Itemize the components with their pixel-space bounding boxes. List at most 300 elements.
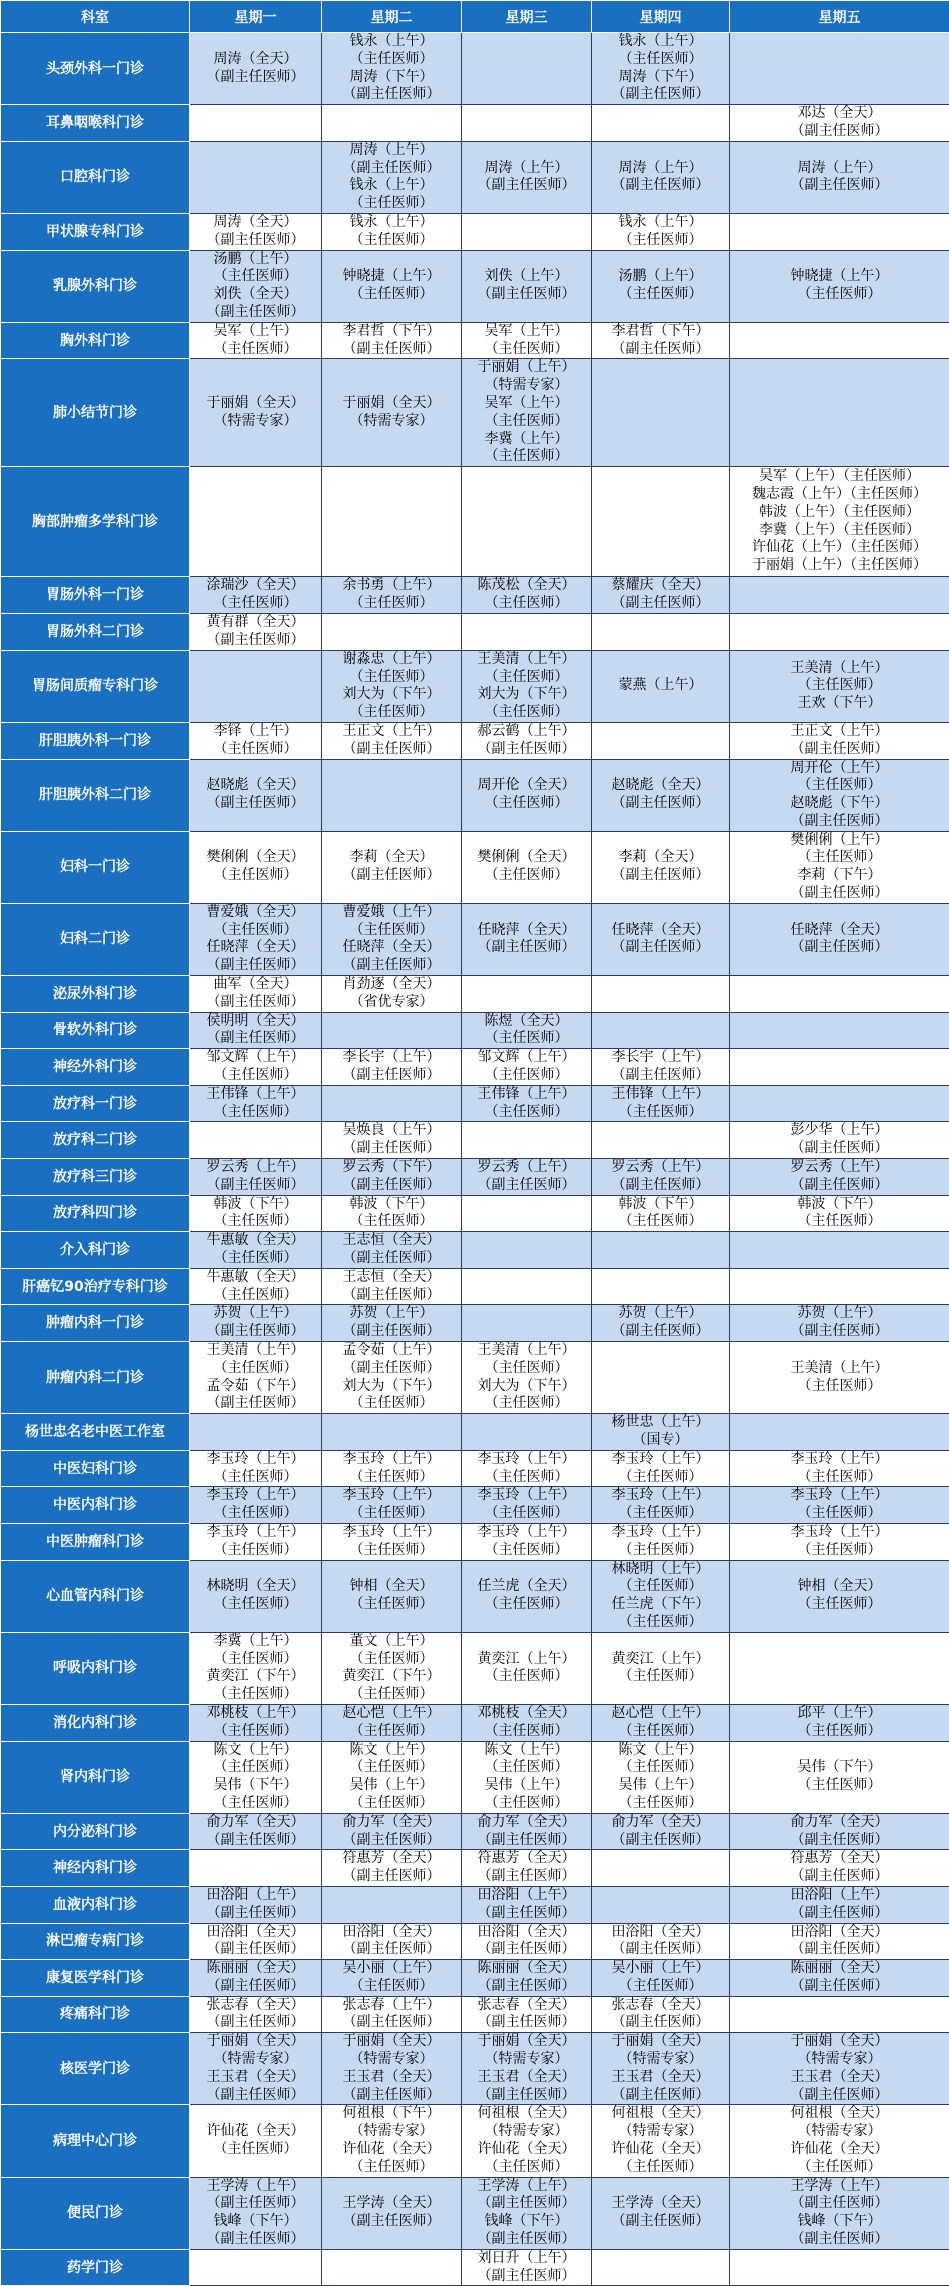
doctor-entry-line: 李玉玲（上午） [594,1451,727,1469]
header-friday: 星期五 [730,1,949,33]
doctor-entry-line: 刘大为（下午） [324,686,459,704]
doctor-entry-line: （主任医师） [464,595,589,613]
schedule-cell-tuesday [322,1342,462,1414]
department-name: 放疗科四门诊 [1,1195,190,1232]
schedule-cell-thursday [592,1850,730,1887]
schedule-row [1,1523,949,1560]
department-name: 中医内科门诊 [1,1487,190,1524]
doctor-entry-line: 吴军（上午） [192,323,319,341]
doctor-entry-line: （主任医师） [732,1723,947,1741]
schedule-cell-thursday [592,141,730,213]
schedule-cell-tuesday [322,1850,462,1887]
schedule-cell-tuesday [322,1012,462,1049]
doctor-entry-line: （主任医师） [594,1614,727,1632]
doctor-entry-line: 许仙花（全天） [594,2141,727,2159]
schedule-row [1,1012,949,1049]
schedule-cell-tuesday [322,1232,462,1269]
schedule-cell-tuesday [322,1195,462,1232]
schedule-cell-monday [190,467,322,577]
schedule-row [1,831,949,903]
doctor-entry-line: （主任医师） [732,1596,947,1614]
schedule-cell-thursday [592,1268,730,1305]
doctor-entry-line: 钱永（上午） [594,33,727,51]
schedule-cell-tuesday [322,1450,462,1487]
doctor-entry-line: 曲军（全天） [192,976,319,994]
doctor-entry-line: （特需专家） [732,2123,947,2141]
schedule-cell-monday [190,105,322,142]
schedule-row [1,359,949,467]
schedule-cell-thursday [592,1305,730,1342]
doctor-entry-line: （特需专家） [594,2051,727,2069]
doctor-entry-line: （主任医师） [732,1777,947,1795]
doctor-entry-line: 田浴阳（全天） [732,1924,947,1942]
doctor-entry-line: 李玉玲（上午） [192,1451,319,1469]
doctor-entry-line: （主任医师） [464,795,589,813]
doctor-entry-line: （副主任医师） [324,1287,459,1305]
schedule-cell-tuesday [322,467,462,577]
doctor-entry-line: （副主任医师） [192,2231,319,2249]
schedule-cell-thursday [592,1923,730,1960]
schedule-cell-thursday [592,250,730,322]
department-name: 肝癌钇90治疗专科门诊 [1,1268,190,1305]
department-name: 中医肿瘤科门诊 [1,1523,190,1560]
doctor-entry-line: （主任医师） [192,867,319,885]
doctor-entry-line: （副主任医师） [464,939,589,957]
doctor-entry-line: （主任医师） [324,1759,459,1777]
department-name: 淋巴瘤专病门诊 [1,1923,190,1960]
schedule-cell-wednesday [462,1923,592,1960]
doctor-entry-line: 李玉玲（上午） [464,1487,589,1505]
doctor-entry-line: （主任医师） [732,1378,947,1396]
doctor-entry-line: （副主任医师） [324,1140,459,1158]
doctor-entry-line: 邹文辉（上午） [192,1049,319,1067]
schedule-row [1,1960,949,1997]
doctor-entry-line: 何祖根（下午） [324,2105,459,2123]
doctor-entry-line: 周涛（上午） [464,160,589,178]
schedule-cell-friday [730,1232,949,1269]
doctor-entry-line: （副主任医师） [732,1868,947,1886]
schedule-cell-friday [730,1414,949,1451]
schedule-cell-monday [190,1996,322,2033]
doctor-entry-line: 韩波（上午）（主任医师） [732,504,947,522]
doctor-entry-line: （主任医师） [594,286,727,304]
schedule-cell-tuesday [322,250,462,322]
schedule-cell-tuesday [322,141,462,213]
doctor-entry-line: 陈文（上午） [464,1742,589,1760]
doctor-entry-line: （副主任医师） [594,1177,727,1195]
doctor-entry-line: （主任医师） [464,448,589,466]
doctor-entry-line: （主任医师） [464,413,589,431]
doctor-entry-line: 任晓萍（全天） [324,939,459,957]
department-name: 胃肠间质瘤专科门诊 [1,650,190,722]
schedule-cell-thursday [592,577,730,614]
schedule-cell-friday [730,1996,949,2033]
doctor-entry-line: 李冀（上午） [464,431,589,449]
doctor-entry-line: （副主任医师） [732,2087,947,2105]
doctor-entry-line: 符惠芳（全天） [324,1850,459,1868]
schedule-cell-friday [730,650,949,722]
schedule-row [1,1122,949,1159]
doctor-entry-line: 王学涛（上午） [732,2178,947,2196]
doctor-entry-line: 钟晓捷（上午） [324,268,459,286]
doctor-entry-line: 张志春（上午） [324,1997,459,2015]
doctor-entry-line: （副主任医师） [464,177,589,195]
doctor-entry-line: （主任医师） [732,2159,947,2177]
doctor-entry-line: （副主任医师） [192,994,319,1012]
doctor-entry-line: （主任医师） [464,1596,589,1614]
schedule-cell-wednesday [462,577,592,614]
schedule-cell-thursday [592,613,730,650]
doctor-entry-line: 罗云秀（上午） [594,1159,727,1177]
doctor-entry-line: （副主任医师） [464,2268,589,2286]
doctor-entry-line: 何祖根（全天） [464,2105,589,2123]
doctor-entry-line: （主任医师） [464,1469,589,1487]
doctor-entry-line: 陈丽丽（全天） [464,1960,589,1978]
schedule-cell-monday [190,1632,322,1704]
doctor-entry-line: （副主任医师） [192,1905,319,1923]
schedule-cell-monday [190,33,322,105]
schedule-cell-friday [730,33,949,105]
doctor-entry-line: 樊俐俐（全天） [192,849,319,867]
schedule-cell-wednesday [462,1741,592,1813]
doctor-entry-line: （副主任医师） [464,1905,589,1923]
doctor-entry-line: （副主任医师） [324,1832,459,1850]
header-monday: 星期一 [190,1,322,33]
schedule-cell-monday [190,831,322,903]
schedule-cell-monday [190,2177,322,2249]
schedule-cell-friday [730,1704,949,1741]
schedule-row [1,1232,949,1269]
doctor-entry-line: （副主任医师） [324,957,459,975]
doctor-entry-line: （主任医师） [464,1723,589,1741]
schedule-cell-monday [190,322,322,359]
schedule-cell-thursday [592,2033,730,2105]
schedule-cell-thursday [592,2177,730,2249]
doctor-entry-line: 钱峰（下午） [732,2213,947,2231]
doctor-entry-line: 王玉君（全天） [192,2069,319,2087]
doctor-entry-line: 周涛（全天） [192,51,319,69]
schedule-cell-monday [190,1523,322,1560]
doctor-entry-line: （副主任医师） [594,867,727,885]
doctor-entry-line: （主任医师） [464,669,589,687]
doctor-entry-line: 韩波（下午） [594,1196,727,1214]
doctor-entry-line: （副主任医师） [464,1868,589,1886]
doctor-entry-line: （副主任医师） [732,1177,947,1195]
doctor-entry-line: 王玉君（全天） [732,2069,947,2087]
schedule-cell-monday [190,1923,322,1960]
doctor-entry-line: （主任医师） [192,1213,319,1231]
doctor-entry-line: 李玉玲（上午） [464,1524,589,1542]
doctor-entry-line: 李玉玲（上午） [732,1451,947,1469]
doctor-entry-line: （副主任医师） [594,2014,727,2032]
schedule-cell-monday [190,1813,322,1850]
doctor-entry-line: 赵心恺（上午） [324,1705,459,1723]
doctor-entry-line: 陈丽丽（全天） [732,1960,947,1978]
doctor-entry-line: 李冀（上午） [192,1633,319,1651]
doctor-entry-line: 王美清（上午） [732,660,947,678]
schedule-cell-friday [730,467,949,577]
doctor-entry-line: （副主任医师） [594,939,727,957]
doctor-entry-line: 罗云秀（上午） [464,1159,589,1177]
doctor-entry-line: 彭少华（上午） [732,1122,947,1140]
doctor-entry-line: 于丽娟（全天） [594,2033,727,2051]
schedule-cell-monday [190,1850,322,1887]
department-name: 血液内科门诊 [1,1886,190,1923]
schedule-row [1,1813,949,1850]
schedule-cell-tuesday [322,1960,462,1997]
schedule-cell-wednesday [462,250,592,322]
doctor-entry-line: 曹爱娥（上午） [324,904,459,922]
doctor-entry-line: （主任医师） [594,1542,727,1560]
doctor-entry-line: （副主任医师） [192,1941,319,1959]
doctor-entry-line: （特需专家） [324,2051,459,2069]
schedule-cell-monday [190,903,322,975]
doctor-entry-line: 刘佚（全天） [192,286,319,304]
doctor-entry-line: 郝云鹤（上午） [464,723,589,741]
doctor-entry-line: （主任医师） [732,1213,947,1231]
doctor-entry-line: 李莉（全天） [594,849,727,867]
schedule-cell-wednesday [462,213,592,250]
schedule-cell-tuesday [322,33,462,105]
doctor-entry-line: （副主任医师） [464,2014,589,2032]
schedule-cell-wednesday [462,831,592,903]
schedule-row [1,1923,949,1960]
schedule-cell-tuesday [322,359,462,467]
schedule-row [1,976,949,1013]
doctor-entry-line: （主任医师） [732,1469,947,1487]
doctor-entry-line: 王伟锋（上午） [192,1086,319,1104]
schedule-cell-thursday [592,1159,730,1196]
department-name: 胸外科门诊 [1,322,190,359]
doctor-entry-line: 任晓萍（全天） [732,922,947,940]
doctor-entry-line: 赵晓彪（全天） [594,777,727,795]
schedule-cell-wednesday [462,1232,592,1269]
doctor-entry-line: （特需专家） [324,413,459,431]
doctor-entry-line: 赵晓彪（全天） [192,777,319,795]
schedule-cell-monday [190,650,322,722]
doctor-entry-line: 王美清（上午） [192,1342,319,1360]
doctor-entry-line: 苏贺（上午） [594,1305,727,1323]
doctor-entry-line: 韩波（下午） [192,1196,319,1214]
doctor-entry-line: （主任医师） [464,1759,589,1777]
doctor-entry-line: 王欢（下午） [732,695,947,713]
doctor-entry-line: （副主任医师） [594,1323,727,1341]
doctor-entry-line: 王美清（上午） [732,1360,947,1378]
schedule-cell-wednesday [462,322,592,359]
schedule-cell-wednesday [462,1813,592,1850]
doctor-entry-line: （主任医师） [464,1795,589,1813]
department-name: 肺小结节门诊 [1,359,190,467]
doctor-entry-line: （副主任医师） [732,2195,947,2213]
schedule-cell-monday [190,1487,322,1524]
schedule-cell-monday [190,1232,322,1269]
doctor-entry-line: 任兰虎（全天） [464,1578,589,1596]
schedule-body [1,33,949,2286]
doctor-entry-line: （副主任医师） [192,632,319,650]
doctor-entry-line: 邓桃枝（上午） [192,1705,319,1723]
doctor-entry-line: （副主任医师） [732,939,947,957]
schedule-row [1,2033,949,2105]
doctor-entry-line: （副主任医师） [464,741,589,759]
schedule-cell-friday [730,1523,949,1560]
schedule-cell-monday [190,359,322,467]
doctor-entry-line: （主任医师） [464,341,589,359]
doctor-entry-line: （主任医师） [192,1104,319,1122]
schedule-row [1,1159,949,1196]
schedule-cell-friday [730,1085,949,1122]
doctor-entry-line: （副主任医师） [192,1978,319,1996]
doctor-entry-line: 吴军（上午） [464,395,589,413]
doctor-entry-line: （主任医师） [324,1469,459,1487]
doctor-entry-line: 王美清（上午） [464,651,589,669]
doctor-entry-line: （特需专家） [464,377,589,395]
doctor-entry-line: 张志春（全天） [464,1997,589,2015]
schedule-cell-friday [730,1195,949,1232]
doctor-entry-line: 钱永（上午） [594,214,727,232]
department-name: 胸部肿瘤多学科门诊 [1,467,190,577]
schedule-cell-wednesday [462,1049,592,1086]
doctor-entry-line: 李玉玲（上午） [192,1524,319,1542]
schedule-cell-thursday [592,1342,730,1414]
doctor-entry-line: 韩波（下午） [732,1196,947,1214]
doctor-entry-line: 黄奕江（下午） [192,1668,319,1686]
doctor-entry-line: 邹文辉（上午） [464,1049,589,1067]
department-name: 胃肠外科一门诊 [1,577,190,614]
doctor-entry-line: 许仙花（全天） [324,2141,459,2159]
doctor-entry-line: （主任医师） [594,1469,727,1487]
schedule-row [1,759,949,831]
doctor-entry-line: 周涛（上午） [732,160,947,178]
schedule-cell-tuesday [322,1704,462,1741]
schedule-row [1,2249,949,2286]
doctor-entry-line: 田浴阳（全天） [464,1924,589,1942]
schedule-cell-friday [730,1960,949,1997]
schedule-cell-tuesday [322,1813,462,1850]
schedule-cell-friday [730,1741,949,1813]
doctor-entry-line: （主任医师） [192,1651,319,1669]
doctor-entry-line: 赵晓彪（下午） [732,795,947,813]
department-name: 中医妇科门诊 [1,1450,190,1487]
doctor-entry-line: 李莉（下午） [732,867,947,885]
department-name: 病理中心门诊 [1,2105,190,2177]
header-thursday: 星期四 [592,1,730,33]
doctor-entry-line: 于丽娟（全天） [324,395,459,413]
schedule-cell-wednesday [462,1414,592,1451]
schedule-cell-monday [190,2249,322,2286]
schedule-cell-friday [730,1632,949,1704]
doctor-entry-line: （副主任医师） [594,2087,727,2105]
doctor-entry-line: （主任医师） [324,195,459,213]
department-name: 呼吸内科门诊 [1,1632,190,1704]
schedule-row [1,577,949,614]
doctor-entry-line: （主任医师） [324,1651,459,1669]
schedule-cell-tuesday [322,1268,462,1305]
doctor-entry-line: （主任医师） [464,1505,589,1523]
schedule-cell-friday [730,1813,949,1850]
doctor-entry-line: 任晓萍（全天） [192,939,319,957]
doctor-entry-line: 李玉玲（上午） [732,1524,947,1542]
doctor-entry-line: 俞力军（全天） [464,1814,589,1832]
schedule-cell-monday [190,213,322,250]
schedule-cell-thursday [592,1487,730,1524]
doctor-entry-line: （副主任医师） [192,1177,319,1195]
schedule-cell-tuesday [322,1632,462,1704]
doctor-entry-line: （副主任医师） [192,232,319,250]
schedule-cell-wednesday [462,1450,592,1487]
doctor-entry-line: （主任医师） [324,704,459,722]
doctor-entry-line: （主任医师） [324,286,459,304]
doctor-entry-line: （副主任医师） [324,741,459,759]
schedule-cell-tuesday [322,831,462,903]
doctor-entry-line: 黄奕江（上午） [464,1651,589,1669]
doctor-entry-line: 陈文（上午） [192,1742,319,1760]
doctor-entry-line: （国专） [594,1432,727,1450]
schedule-cell-wednesday [462,33,592,105]
doctor-entry-line: 刘大为（下午） [324,1378,459,1396]
doctor-entry-line: （副主任医师） [324,1250,459,1268]
doctor-entry-line: 涂瑞沙（全天） [192,577,319,595]
doctor-entry-line: （主任医师） [464,704,589,722]
doctor-entry-line: 田浴阳（上午） [732,1887,947,1905]
doctor-entry-line: （主任医师） [464,867,589,885]
doctor-entry-line: （特需专家） [464,2051,589,2069]
doctor-entry-line: （副主任医师） [464,1941,589,1959]
doctor-entry-line: 曹爱娥（全天） [192,904,319,922]
department-name: 胃肠外科二门诊 [1,613,190,650]
schedule-cell-tuesday [322,1996,462,2033]
doctor-entry-line: 于丽娟（全天） [192,395,319,413]
doctor-entry-line: （主任医师） [192,268,319,286]
doctor-entry-line: （副主任医师） [594,595,727,613]
doctor-entry-line: （主任医师） [324,1723,459,1741]
doctor-entry-line: （副主任医师） [464,1177,589,1195]
department-name: 口腔科门诊 [1,141,190,213]
schedule-cell-thursday [592,1704,730,1741]
header-row [1,1,949,33]
doctor-entry-line: （主任医师） [324,1505,459,1523]
schedule-cell-monday [190,1960,322,1997]
schedule-cell-friday [730,2105,949,2177]
doctor-entry-line: 李玉玲（上午） [324,1487,459,1505]
doctor-entry-line: 王志恒（全天） [324,1232,459,1250]
doctor-entry-line: 吴伟（上午） [594,1777,727,1795]
department-name: 乳腺外科门诊 [1,250,190,322]
doctor-entry-line: 李玉玲（上午） [192,1487,319,1505]
schedule-cell-thursday [592,2105,730,2177]
doctor-entry-line: 于丽娟（上午）（主任医师） [732,557,947,575]
schedule-cell-wednesday [462,650,592,722]
doctor-entry-line: （主任医师） [594,1759,727,1777]
schedule-cell-friday [730,1268,949,1305]
schedule-cell-thursday [592,722,730,759]
department-name: 妇科一门诊 [1,831,190,903]
schedule-cell-thursday [592,213,730,250]
doctor-entry-line: 吴伟（上午） [324,1777,459,1795]
schedule-cell-tuesday [322,1159,462,1196]
doctor-entry-line: （副主任医师） [324,86,459,104]
schedule-cell-friday [730,1012,949,1049]
schedule-cell-thursday [592,1960,730,1997]
doctor-entry-line: （副主任医师） [594,1832,727,1850]
doctor-entry-line: 黄奕江（下午） [324,1668,459,1686]
schedule-cell-monday [190,1342,322,1414]
schedule-cell-wednesday [462,1122,592,1159]
doctor-entry-line: （副主任医师） [324,1067,459,1085]
doctor-entry-line: 钱永（上午） [324,214,459,232]
schedule-row [1,722,949,759]
schedule-cell-wednesday [462,759,592,831]
schedule-row [1,1487,949,1524]
